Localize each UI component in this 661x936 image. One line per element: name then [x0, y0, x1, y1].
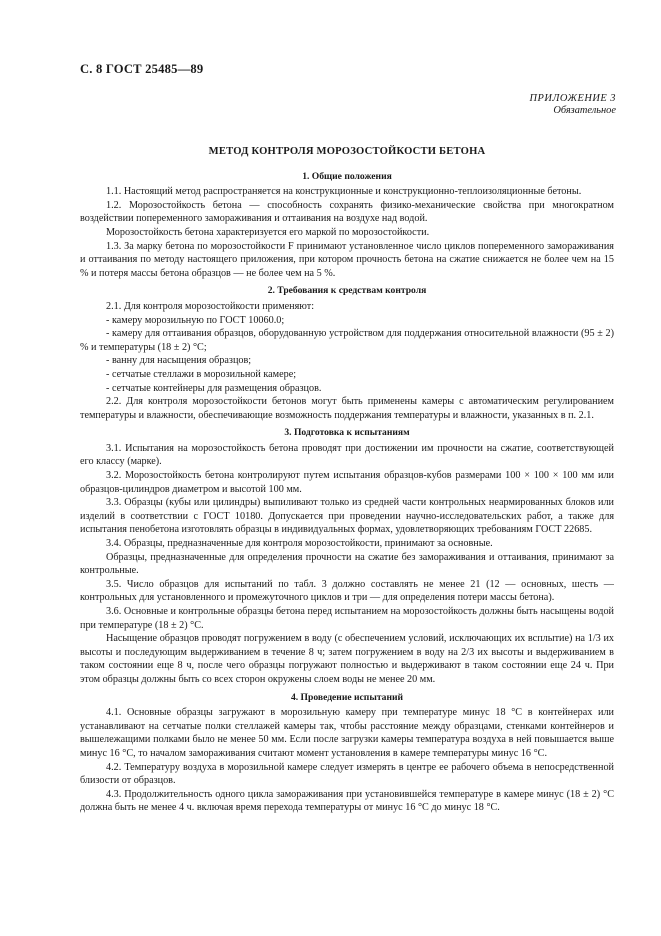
appendix-status: Обязательное: [553, 105, 616, 116]
paragraph-3-2: 3.2. Морозостойкость бетона контролируют путем испытания образцов-кубов размерами 100 × 100 × 100 мм или образцов-цилиндров диаметром и высотой 100 мм.: [80, 470, 614, 495]
paragraph-3-6: 3.6. Основные и контрольные образцы бетона перед испытанием на морозостойкость должны быть насыщены водой при температуре (18 ± 2) °С.: [80, 606, 614, 631]
paragraph-2-2: 2.2. Для контроля морозостойкости бетонов могут быть применены камеры с автоматическим регулированием температуры и влажности, обеспечивающие возможность поддержания температуры и влажности, указанных в п. 2.1.: [80, 396, 614, 421]
section-heading-1: 1. Общие положения: [302, 170, 392, 182]
list-item: - камеру морозильную по ГОСТ 10060.0;: [106, 314, 285, 326]
document-title: МЕТОД КОНТРОЛЯ МОРОЗОСТОЙКОСТИ БЕТОНА: [208, 146, 486, 157]
paragraph-1-2: 1.2. Морозостойкость бетона — способность сохранять физико-механические свойства при многократном воздействии попеременного замораживания и оттаивания на воздухе над водой.: [80, 199, 614, 225]
page-header: С. 8 ГОСТ 25485—89: [80, 62, 204, 76]
paragraph-3-1: 3.1. Испытания на морозостойкость бетона проводят при достижении им прочности на сжатие, соответствующей его классу (марке).: [80, 442, 614, 468]
list-item: - камеру для оттаивания образцов, оборудованную устройством для поддержания относительной влажности (95 ± 2) % и температуры (18 ± 2) °С;: [80, 328, 614, 353]
section-heading-3: 3. Подготовка к испытаниям: [284, 427, 410, 439]
paragraph-4-2: 4.2. Температуру воздуха в морозильной камере следует измерять в центре ее рабочего объема в непосредственной близости от образцов.: [80, 761, 614, 787]
list-item: - сетчатые контейнеры для размещения образцов.: [106, 382, 322, 394]
paragraph-3-3: 3.3. Образцы (кубы или цилиндры) выпиливают только из средней части контрольных неармированных блоков или изделий в соответствии с ГОСТ 10180. Допускается при проведении научно-исследовательских работ, а также для испытания пенобетона изготовлять образцы в индивидуальных формах, удовлетворяющих требованиям ГОСТ 22685.: [80, 497, 614, 536]
appendix-label: [529, 93, 616, 117]
paragraph-2-1: 2.1. Для контроля морозостойкости применяют:: [106, 300, 315, 312]
paragraph-1-1: 1.1. Настоящий метод распространяется на конструкционные и конструкционно-теплоизоляционные бетоны.: [106, 186, 582, 198]
document-body: [80, 145, 614, 815]
paragraph-3-4b: Образцы, предназначенные для определения прочности на сжатие без замораживания и оттаивания, принимают за контрольные.: [80, 551, 614, 577]
list-item: - сетчатые стеллажи в морозильной камере;: [106, 368, 297, 380]
paragraph-3-6b: Насыщение образцов проводят погружением в воду (с обеспечением условий, исключающих их всплытие) на 1/3 их высоты и последующим выдерживанием в течение 8 ч; затем погружением в воду на 2/3 их высоты и выдерживанием в таком состоянии еще 8 ч, после чего образцы погружают полностью и выдерживают в таком состоянии еще 24 ч. При этом образцы должны быть со всех сторон окружены слоем воды не менее 20 мм.: [80, 633, 614, 685]
section-heading-4: 4. Проведение испытаний: [290, 691, 404, 703]
paragraph-4-3: 4.3. Продолжительность одного цикла замораживания при установившейся температуре в камере минус (18 ± 2) °С должна быть не менее 4 ч. включая время перехода температуры от минус 16 °С до минус 18 °С.: [80, 788, 614, 814]
paragraph-4-1: 4.1. Основные образцы загружают в морозильную камеру при температуре минус 18 °С в контейнерах или устанавливают на сетчатые полки стеллажей камеры так, чтобы расстояние между образцами, стенками контейнеров и вышележащими полками было не менее 50 мм. Если после загрузки камеры температура воздуха в ней повышается выше минус 16 °С, то началом замораживания считают момент установления в камере температуры минус 16 °С.: [80, 707, 614, 759]
list-item: - ванну для насыщения образцов;: [106, 355, 252, 367]
section-heading-2: 2. Требования к средствам контроля: [267, 285, 427, 297]
paragraph-3-4: 3.4. Образцы, предназначенные для контроля морозостойкости, принимают за основные.: [106, 538, 493, 550]
paragraph-1-3: 1.3. За марку бетона по морозостойкости F принимают установленное число циклов попеременного замораживания и оттаивания по методу настоящего приложения, при котором прочность бетона на сжатие снижается не более чем на 15 % и потеря массы бетона образцов — не более чем на 5 %.: [80, 240, 614, 279]
paragraph-3-5: 3.5. Число образцов для испытаний по табл. 3 должно составлять не менее 21 (12 — основных, шесть — контрольных для установленного и промежуточного циклов и три — для определения потери массы бетона).: [80, 578, 614, 604]
paragraph-1-2b: Морозостойкость бетона характеризуется его маркой по морозостойкости.: [106, 226, 430, 238]
appendix-number: ПРИЛОЖЕНИЕ 3: [529, 93, 616, 104]
